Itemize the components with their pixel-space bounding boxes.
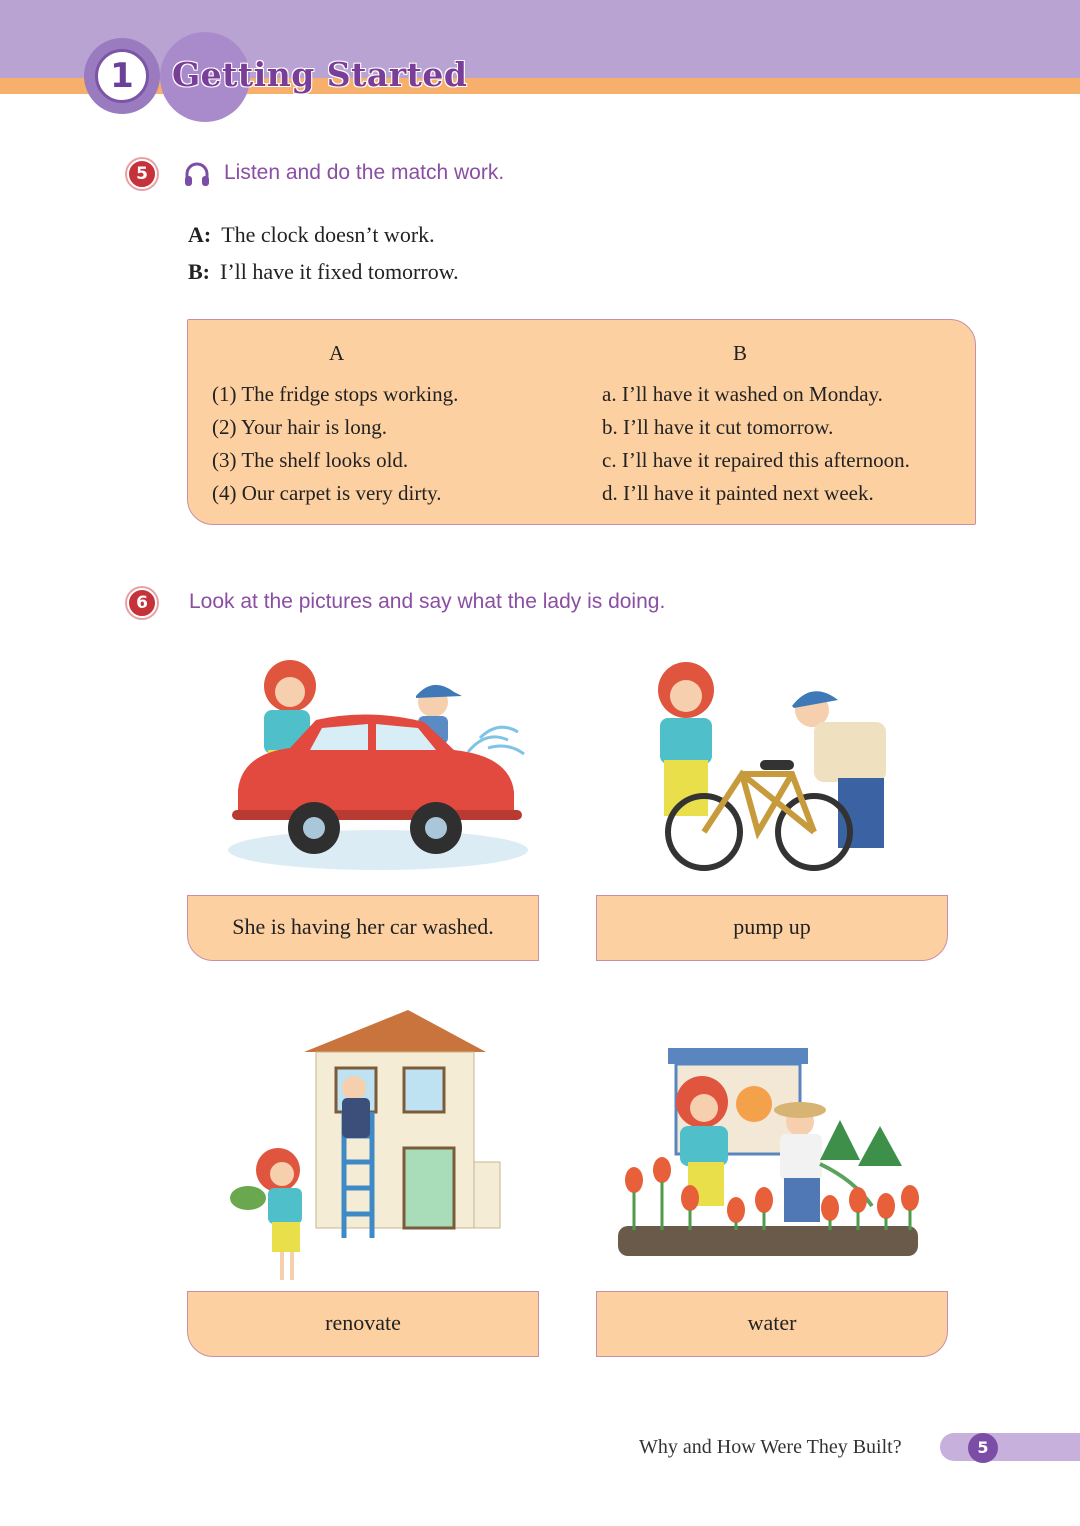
speaker-b: B:: [188, 259, 210, 284]
caption-bicycle: pump up: [733, 914, 811, 939]
column-b-item: b. I’ll have it cut tomorrow.: [602, 415, 834, 439]
match-table: [187, 319, 976, 525]
page-title: Getting Started: [172, 55, 468, 94]
speaker-a: A:: [188, 222, 212, 247]
garden-illustration: [604, 1030, 934, 1288]
caption-box-car: [187, 895, 539, 961]
exercise-5-badge: 5: [127, 159, 157, 189]
caption-box-bicycle: [596, 895, 948, 961]
column-b-item: d. I’ll have it painted next week.: [602, 481, 874, 505]
column-a-item: (4) Our carpet is very dirty.: [212, 481, 442, 505]
headphones-icon[interactable]: [183, 161, 211, 189]
column-a-heading: A: [329, 341, 345, 365]
caption-car: She is having her car washed.: [232, 914, 494, 939]
dialogue-text-b: I’ll have it fixed tomorrow.: [220, 259, 459, 284]
column-a-item: (2) Your hair is long.: [212, 415, 388, 439]
column-b-item: c. I’ll have it repaired this afternoon.: [602, 448, 910, 472]
unit-number: 1: [95, 49, 149, 103]
exercise-6-badge: 6: [127, 588, 157, 618]
footer-band: [940, 1433, 1080, 1461]
car-wash-illustration: [218, 650, 548, 890]
house-illustration: [228, 1002, 508, 1286]
dialogue-text-a: The clock doesn’t work.: [221, 222, 435, 247]
exercise-6-instruction: Look at the pictures and say what the lady is doing.: [189, 590, 666, 613]
page-number: 5: [968, 1433, 998, 1463]
footer-book-title: Why and How Were They Built?: [639, 1436, 902, 1458]
exercise-5-instruction: Listen and do the match work.: [224, 161, 505, 184]
dialogue-line-a: [188, 222, 435, 248]
caption-box-house: [187, 1291, 539, 1357]
caption-garden: water: [747, 1310, 797, 1335]
caption-house: renovate: [325, 1310, 401, 1335]
column-b-heading: B: [733, 341, 748, 365]
column-a-item: (3) The shelf looks old.: [212, 448, 409, 472]
caption-box-garden: [596, 1291, 948, 1357]
column-b-item: a. I’ll have it washed on Monday.: [602, 382, 883, 406]
dialogue-line-b: [188, 259, 459, 285]
bicycle-illustration: [642, 650, 902, 890]
column-a-item: (1) The fridge stops working.: [212, 382, 459, 406]
